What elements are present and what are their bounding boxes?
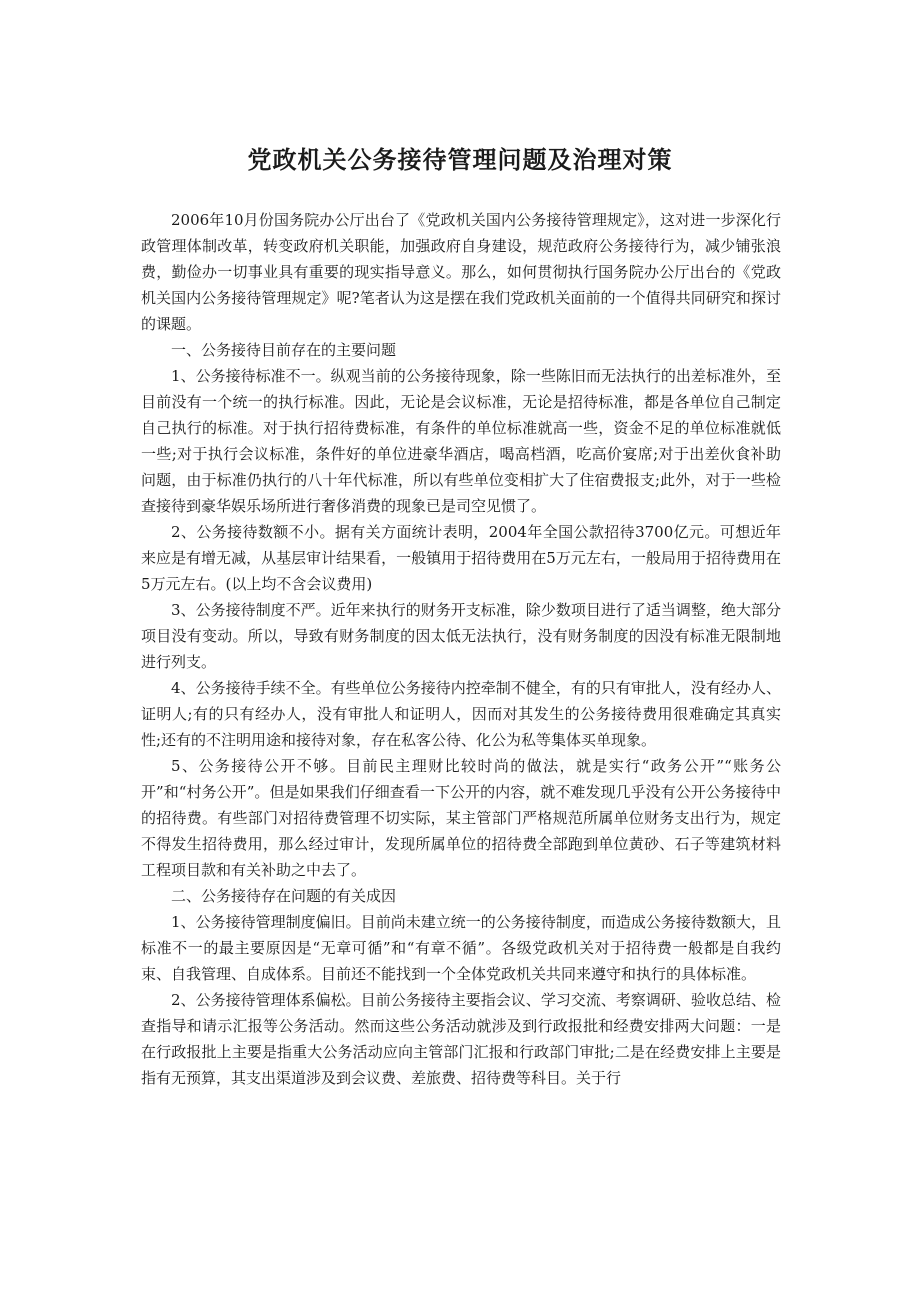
paragraph-1-5: 5、公务接待公开不够。目前民主理财比较时尚的做法，就是实行“政务公开”“账务公开”和“村务公开”。但是如果我们仔细查看一下公开的内容，就不难发现几乎没有公开公务接待中的招待费。有些部门对招待费管理不切实际，某主管部门严格规范所属单位财务支出行为，规定不得发生招待费用，那么经过审计，发现所属单位的招待费全部跑到单位黄砂、石子等建筑材料工程项目款和有关补助之中去了。 — [141, 757, 781, 879]
section-heading-2: 二、公务接待存在问题的有关成因 — [171, 887, 397, 905]
paragraph-1-2: 2、公务接待数额不小。据有关方面统计表明，2004年全国公款招待3700亿元。可想近年来应是有增无减，从基层审计结果看，一般镇用于招待费用在5万元左右，一般局用于招待费用在5万元左右。(以上均不含会议费用) — [141, 523, 781, 593]
paragraph-1-1: 1、公务接待标准不一。纵观当前的公务接待现象，除一些陈旧而无法执行的出差标准外，至目前没有一个统一的执行标准。因此，无论是会议标准，无论是招待标准，都是各单位自己制定自己执行的标准。对于执行招待费标准，有条件的单位标准就高一些，资金不足的单位标准就低一些;对于执行会议标准，条件好的单位进豪华酒店，喝高档酒，吃高价宴席;对于出差伙食补助问题，由于标准仍执行的八十年代标准，所以有些单位变相扩大了住宿费报支;此外，对于一些检查接待到豪华娱乐场所进行奢侈消费的现象已是司空见惯了。 — [141, 367, 781, 515]
paragraph-2-1: 1、公务接待管理制度偏旧。目前尚未建立统一的公务接待制度，而造成公务接待数额大，且标准不一的最主要原因是“无章可循”和“有章不循”。各级党政机关对于招待费一般都是自我约束、自我管理、自成体系。目前还不能找到一个全体党政机关共同来遵守和执行的具体标准。 — [141, 913, 781, 983]
document-body — [141, 207, 781, 1091]
paragraph-1-4: 4、公务接待手续不全。有些单位公务接待内控牵制不健全，有的只有审批人，没有经办人、证明人;有的只有经办人，没有审批人和证明人，因而对其发生的公务接待费用很难确定其真实性;还有的不注明用途和接待对象，存在私客公待、化公为私等集体买单现象。 — [141, 679, 781, 749]
paragraph-2-2: 2、公务接待管理体系偏松。目前公务接待主要指会议、学习交流、考察调研、验收总结、检查指导和请示汇报等公务活动。然而这些公务活动就涉及到行政报批和经费安排两大问题：一是在行政报批上主要是指重大公务活动应向主管部门汇报和行政部门审批;二是在经费安排上主要是指有无预算，其支出渠道涉及到会议费、差旅费、招待费等科目。关于行 — [141, 991, 781, 1087]
document-title: 党政机关公务接待管理问题及治理对策 — [247, 145, 673, 174]
section-heading-1: 一、公务接待目前存在的主要问题 — [171, 341, 397, 359]
paragraph-1-3: 3、公务接待制度不严。近年来执行的财务开支标准，除少数项目进行了适当调整，绝大部分项目没有变动。所以，导致有财务制度的因太低无法执行，没有财务制度的因没有标准无限制地进行列支。 — [141, 601, 781, 671]
paragraph-intro: 2006年10月份国务院办公厅出台了《党政机关国内公务接待管理规定》，这对进一步深化行政管理体制改革，转变政府机关职能，加强政府自身建设，规范政府公务接待行为，减少铺张浪费，勤俭办一切事业具有重要的现实指导意义。那么，如何贯彻执行国务院办公厅出台的《党政机关国内公务接待管理规定》呢?笔者认为这是摆在我们党政机关面前的一个值得共同研究和探讨的课题。 — [141, 211, 781, 333]
